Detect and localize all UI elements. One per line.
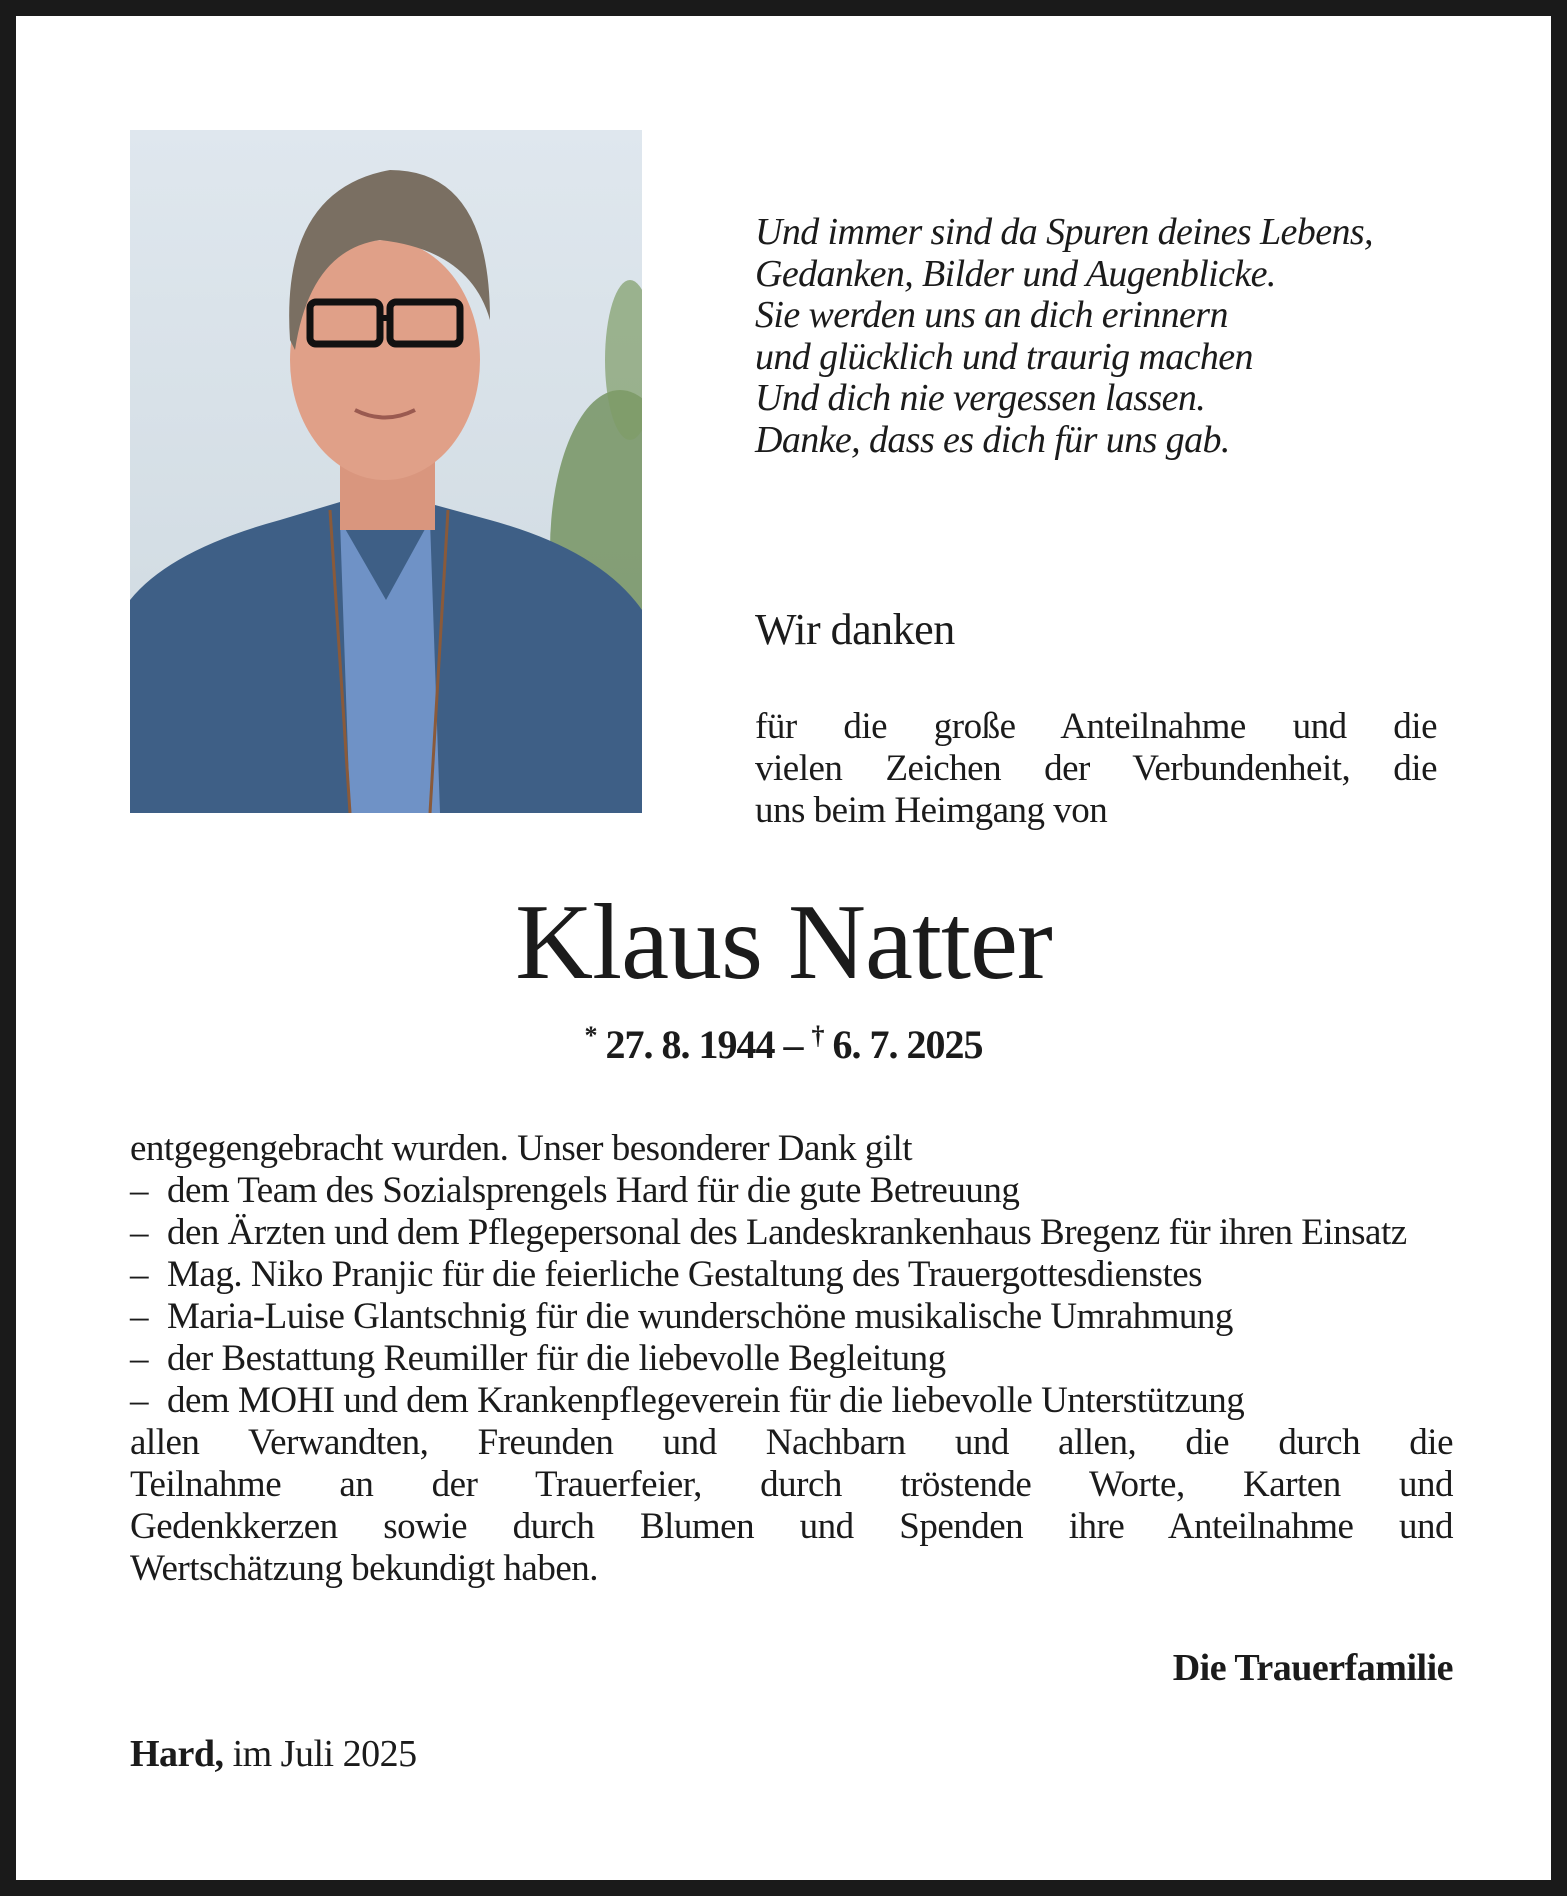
intro-paragraph: [755, 706, 1437, 832]
thanks-heading: Wir danken: [755, 605, 955, 654]
portrait-photo: [130, 130, 642, 813]
place-town: Hard,: [130, 1733, 224, 1775]
poem-line: und glücklich und traurig machen: [755, 335, 1253, 378]
thanks-body: [130, 1128, 1453, 1590]
intro-line: für die große Anteilnahme und die: [755, 706, 1437, 747]
birth-star-icon: *: [584, 1021, 597, 1050]
thanks-list-item: – dem Team des Sozialsprengels Hard für die gute Betreuung: [130, 1170, 1020, 1211]
obituary-notice: [16, 16, 1551, 1880]
closing-line: Wertschätzung bekundigt haben.: [130, 1548, 599, 1589]
death-date: 6. 7. 2025: [832, 1022, 983, 1067]
thanks-list-item: – dem MOHI und dem Krankenpflegeverein für die liebevolle Unterstützung: [130, 1380, 1245, 1421]
life-dates: [16, 1021, 1551, 1068]
closing-line: allen Verwandten, Freunden und Nachbarn und allen, die durch die: [130, 1422, 1453, 1463]
date-separator: –: [774, 1022, 812, 1067]
poem-line: Und dich nie vergessen lassen.: [755, 377, 1206, 419]
poem-line: Gedanken, Bilder und Augenblicke.: [755, 252, 1276, 295]
place-month: im Juli 2025: [223, 1733, 417, 1775]
body-lead: entgegengebracht wurden. Unser besonderer Dank gilt: [130, 1128, 913, 1169]
poem-line: Sie werden uns an dich erinnern: [755, 294, 1228, 336]
death-cross-icon: †: [811, 1021, 824, 1050]
birth-date: 27. 8. 1944: [605, 1022, 775, 1067]
intro-line: uns beim Heimgang von: [755, 790, 1108, 831]
intro-line: vielen Zeichen der Verbundenheit, die: [755, 748, 1437, 789]
thanks-list-item: – Maria-Luise Glantschnig für die wunderschöne musikalische Umrahmung: [130, 1296, 1233, 1337]
deceased-name: Klaus Natter: [515, 883, 1052, 1002]
closing-line: Teilnahme an der Trauerfeier, durch tröstende Worte, Karten und: [130, 1464, 1453, 1505]
signature: Die Trauerfamilie: [1172, 1647, 1453, 1689]
place-date: [130, 1732, 417, 1776]
thanks-list-item: – der Bestattung Reumiller für die liebevolle Begleitung: [130, 1338, 946, 1379]
thanks-list-item: – Mag. Niko Pranjic für die feierliche Gestaltung des Trauergottesdienstes: [130, 1254, 1203, 1295]
thanks-list-item: – den Ärzten und dem Pflegepersonal des Landeskrankenhaus Bregenz für ihren Einsatz: [130, 1212, 1407, 1253]
memorial-poem: [755, 212, 1373, 461]
poem-line: Und immer sind da Spuren deines Lebens,: [755, 211, 1373, 253]
poem-line: Danke, dass es dich für uns gab.: [755, 418, 1230, 461]
closing-line: Gedenkkerzen sowie durch Blumen und Spenden ihre Anteilnahme und: [130, 1506, 1453, 1547]
